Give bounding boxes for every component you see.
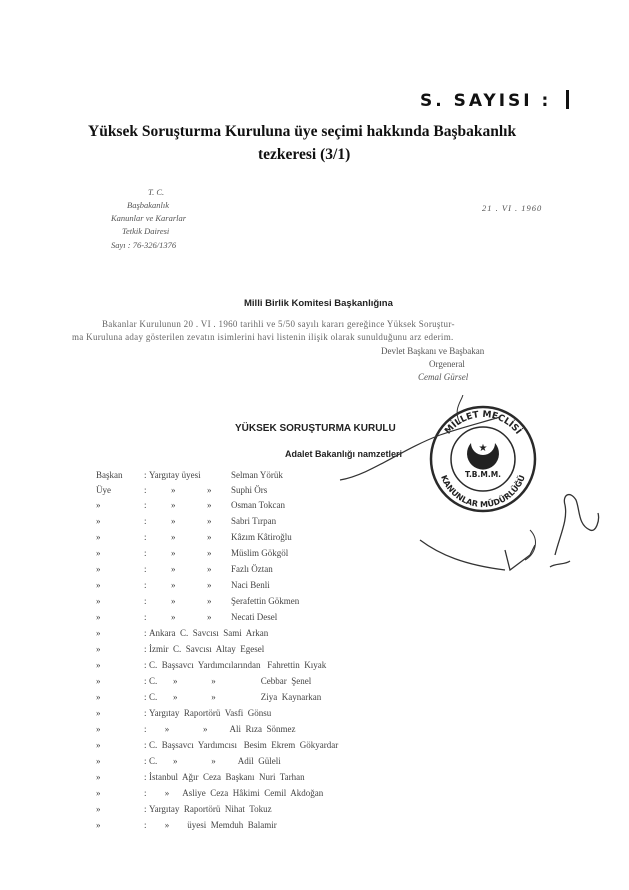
member-role: » [96, 580, 101, 590]
ditto-mark: » [171, 596, 176, 606]
pen-annotations [300, 395, 629, 615]
pen-stroke [420, 540, 505, 570]
member-role: » [96, 708, 101, 718]
colon: : [144, 788, 147, 798]
colon: : [144, 804, 147, 814]
ditto-mark: » [207, 516, 212, 526]
colon: : [144, 470, 147, 480]
member-role: » [96, 628, 101, 638]
list-subtitle: Adalet Bakanlığı namzetleri [285, 449, 403, 459]
colon: : [144, 485, 147, 495]
document-title-line2: tezkeresi (3/1) [258, 146, 351, 163]
ditto-mark: » [207, 532, 212, 542]
seal-text-bottom: KANUNLAR MÜDÜRLÜĞÜ [439, 473, 527, 510]
handwritten-signature [555, 495, 599, 555]
member-role: » [96, 804, 101, 814]
member-name: Suphi Örs [231, 485, 268, 495]
member-role: » [96, 596, 101, 606]
member-role: » [96, 516, 101, 526]
member-entry: C. » » Cebbar Şenel [149, 676, 312, 686]
list-item [0, 724, 629, 738]
member-name: Sabri Tırpan [231, 516, 277, 526]
member-role: Üye [96, 485, 111, 495]
document-number [420, 90, 569, 111]
member-entry: C. » » Ziya Kaynarkan [149, 692, 322, 702]
list-item [0, 804, 629, 818]
document-title: Yüksek Soruşturma Kuruluna üye seçimi hakkında Başbakanlık [88, 123, 517, 140]
member-entry: Ankara C. Savcısı Sami Arkan [149, 628, 269, 638]
member-role: » [96, 548, 101, 558]
member-name: Müslim Gökgöl [231, 548, 289, 558]
colon: : [144, 548, 147, 558]
ditto-mark: » [207, 548, 212, 558]
member-entry: » üyesi Memduh Balamir [149, 820, 277, 830]
ditto-mark: » [171, 500, 176, 510]
list-item [0, 628, 629, 642]
colon: : [144, 724, 147, 734]
pen-stroke [340, 417, 500, 480]
list-title: YÜKSEK SORUŞTURMA KURULU [235, 423, 396, 434]
member-name: Fazlı Öztan [231, 564, 273, 574]
seal-center-text: T.B.M.M. [464, 470, 502, 479]
list-item [0, 772, 629, 786]
member-role: » [96, 820, 101, 830]
colon: : [144, 676, 147, 686]
member-role: » [96, 564, 101, 574]
member-role: » [96, 788, 101, 798]
body-text-line2: ma Kuruluna aday gösterilen zevatın isimlerini havi listenin ilişik olarak sunulduğunu arz ederim. [72, 332, 454, 342]
ditto-mark: » [171, 612, 176, 622]
member-role: » [96, 724, 101, 734]
member-role: » [96, 644, 101, 654]
list-item [0, 820, 629, 834]
letterhead-line: T. C. [148, 187, 165, 197]
colon: : [144, 692, 147, 702]
colon: : [144, 644, 147, 654]
ditto-mark: » [207, 485, 212, 495]
member-entry: Yargıtay Raportörü Nihat Tokuz [149, 804, 272, 814]
list-item [0, 676, 629, 690]
member-entry: İstanbul Ağır Ceza Başkanı Nuri Tarhan [149, 772, 305, 782]
letterhead-line: Kanunlar ve Kararlar [111, 213, 187, 223]
list-item [0, 740, 629, 754]
member-entry: » » Ali Rıza Sönmez [149, 724, 296, 734]
colon: : [144, 612, 147, 622]
member-role: Başkan [96, 470, 123, 480]
member-entry: İzmir C. Savcısı Altay Egesel [149, 644, 265, 654]
member-entry: » Asliye Ceza Hâkimi Cemil Akdoğan [149, 788, 324, 798]
member-name: Necati Desel [231, 612, 278, 622]
member-role: » [96, 692, 101, 702]
member-entry: C. Başsavcı Yardımcısı Besim Ekrem Gökyardar [149, 740, 339, 750]
pen-stroke [457, 395, 463, 423]
member-role: » [96, 532, 101, 542]
reference-number: Sayı : 76-326/1376 [111, 240, 177, 250]
list-item [0, 692, 629, 706]
member-role: » [96, 660, 101, 670]
member-role: » [96, 676, 101, 686]
member-role: » [96, 500, 101, 510]
ditto-mark: » [207, 596, 212, 606]
list-item [0, 644, 629, 658]
list-item [0, 708, 629, 722]
list-item [0, 660, 629, 674]
member-role: » [96, 772, 101, 782]
colon: : [144, 772, 147, 782]
member-name: Selman Yörük [231, 470, 283, 480]
member-entry: C. Başsavcı Yardımcılarından Fahrettin Kıyak [149, 660, 327, 670]
colon: : [144, 820, 147, 830]
list-item [0, 788, 629, 802]
colon: : [144, 516, 147, 526]
letterhead-line: Başbakanlık [127, 200, 170, 210]
ditto-mark: » [171, 485, 176, 495]
handwritten-number-mark [566, 90, 569, 109]
colon: : [144, 500, 147, 510]
ditto-mark: » [207, 500, 212, 510]
ditto-mark: » [171, 580, 176, 590]
colon: : [144, 532, 147, 542]
member-role: » [96, 740, 101, 750]
signature-title: Devlet Başkanı ve Başbakan [381, 346, 485, 356]
signature-rank: Orgeneral [429, 359, 465, 369]
colon: : [144, 628, 147, 638]
list-item [0, 756, 629, 770]
member-role: » [96, 756, 101, 766]
colon: : [144, 564, 147, 574]
colon: : [144, 580, 147, 590]
star-icon: ★ [478, 443, 488, 454]
ditto-mark: » [207, 580, 212, 590]
ditto-mark: » [207, 564, 212, 574]
ditto-mark: » [171, 532, 176, 542]
member-name: Osman Tokcan [231, 500, 285, 510]
member-name: Naci Benli [231, 580, 270, 590]
addressee: Milli Birlik Komitesi Başkanlığına [244, 298, 393, 309]
member-name: Kâzım Kâtiroğlu [231, 532, 292, 542]
ditto-mark: » [171, 564, 176, 574]
member-role: » [96, 612, 101, 622]
member-entry: Yargıtay Raportörü Vasfi Gönsu [149, 708, 272, 718]
sayisi-label: S. SAYISI : [420, 91, 552, 111]
signature-name: Cemal Gürsel [418, 372, 469, 382]
colon: : [144, 596, 147, 606]
pen-stroke [505, 545, 535, 570]
colon: : [144, 756, 147, 766]
body-text-line1: Bakanlar Kurulunun 20 . VI . 1960 tarihli ve 5/50 sayılı kararı gereğince Yüksek Soruştur- [102, 319, 455, 329]
colon: : [144, 708, 147, 718]
colon: : [144, 660, 147, 670]
letterhead-line: Tetkik Dairesi [122, 226, 170, 236]
ditto-mark: » [171, 516, 176, 526]
ditto-mark: » [171, 548, 176, 558]
member-name: Şerafettin Gökmen [231, 596, 300, 606]
member-entry: C. » » Adil Güleli [149, 756, 281, 766]
seal-text-top: MİLLET MECLİSİ [443, 409, 523, 437]
colon: : [144, 740, 147, 750]
pen-stroke [550, 561, 570, 567]
member-org: Yargıtay üyesi [149, 470, 201, 480]
ditto-mark: » [207, 612, 212, 622]
letter-date: 21 . VI . 1960 [482, 203, 543, 213]
pen-stroke [525, 530, 535, 560]
